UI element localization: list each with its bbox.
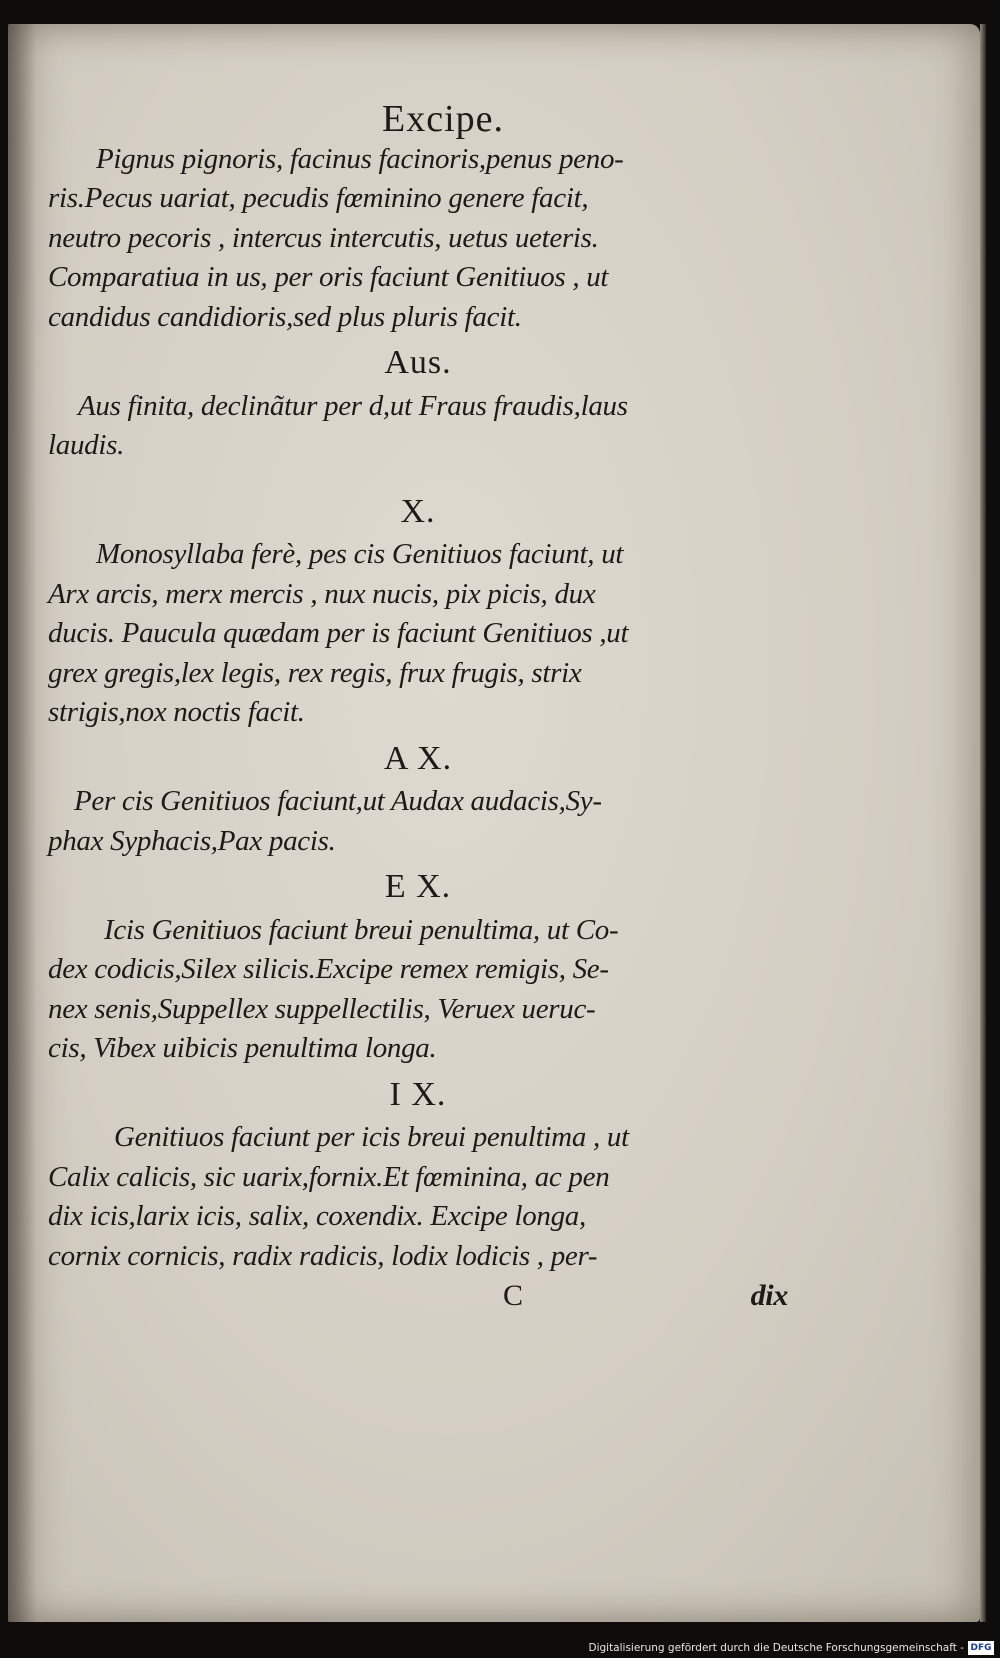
text-line: Monosyllaba ferè, pes cis Genitiuos faciunt, ut (96, 538, 624, 570)
section-paragraph (48, 1118, 788, 1276)
text-line: Aus finita, declinãtur per d,ut Fraus fraudis,laus (78, 389, 628, 422)
text-line: Arx arcis, merx mercis , nux nucis, pix picis, dux (48, 577, 596, 610)
text-line: dex codicis,Silex silicis.Excipe remex remigis, Se- (48, 953, 609, 985)
catchword: dix (750, 1279, 788, 1312)
section-paragraph (48, 535, 788, 733)
text-line: strigis,nox noctis facit. (48, 696, 305, 728)
text-line: ris.Pecus uariat, pecudis fœminino genere facit, (48, 182, 589, 214)
text-line: Icis Genitiuos faciunt breui penultima, ut Co- (104, 913, 619, 946)
text-line: nex senis,Suppellex suppellectilis, Veruex ueruc- (48, 992, 596, 1025)
text-line: Per cis Genitiuos faciunt,ut Audax audacis,Sy- (74, 785, 602, 817)
text-line: neutro pecoris , intercus intercutis, uetus ueteris. (48, 221, 599, 254)
signature-mark: C (503, 1279, 523, 1312)
text-line: Calix calicis, sic uarix,fornix.Et fœminina, ac pen (48, 1160, 610, 1193)
text-line: candidus candidioris,sed plus pluris facit. (48, 300, 522, 333)
dfg-logo: DFG (968, 1641, 994, 1655)
text-line: laudis. (48, 429, 125, 461)
section-heading: I X. (389, 1075, 447, 1113)
page-edge (980, 24, 986, 1622)
section-paragraph (48, 782, 788, 861)
text-line: Pignus pignoris, facinus facinoris,penus peno- (96, 142, 624, 175)
section-paragraph (48, 911, 788, 1069)
section-heading: E X. (384, 868, 452, 905)
running-head: Excipe. (381, 98, 504, 140)
book-page (8, 24, 980, 1622)
page-text (48, 94, 788, 1316)
text-line: dix icis,larix icis, salix, coxendix. Excipe longa, (48, 1200, 586, 1232)
text-line: cis, Vibex uibicis penultima longa. (48, 1032, 437, 1064)
funding-credit: Digitalisierung gefördert durch die Deutsche Forschungsgemeinschaft - (588, 1642, 964, 1654)
page-foot (48, 1276, 788, 1316)
section-heading: X. (400, 492, 436, 530)
text-line: grex gregis,lex legis, rex regis, frux frugis, strix (48, 656, 582, 689)
text-line: Genitiuos faciunt per icis breui penultima , ut (114, 1121, 629, 1153)
text-line: Comparatiua in us, per oris faciunt Genitiuos , ut (48, 261, 609, 293)
section-paragraph (48, 387, 788, 466)
text-line: ducis. Paucula quædam per is faciunt Genitiuos ,ut (48, 617, 629, 649)
section-heading: A X. (383, 739, 453, 777)
text-line: cornix cornicis, radix radicis, lodix lodicis , per- (48, 1239, 598, 1272)
section-paragraph (48, 140, 788, 338)
text-line: phax Syphacis,Pax pacis. (48, 824, 336, 857)
section-heading: Aus. (384, 344, 452, 381)
